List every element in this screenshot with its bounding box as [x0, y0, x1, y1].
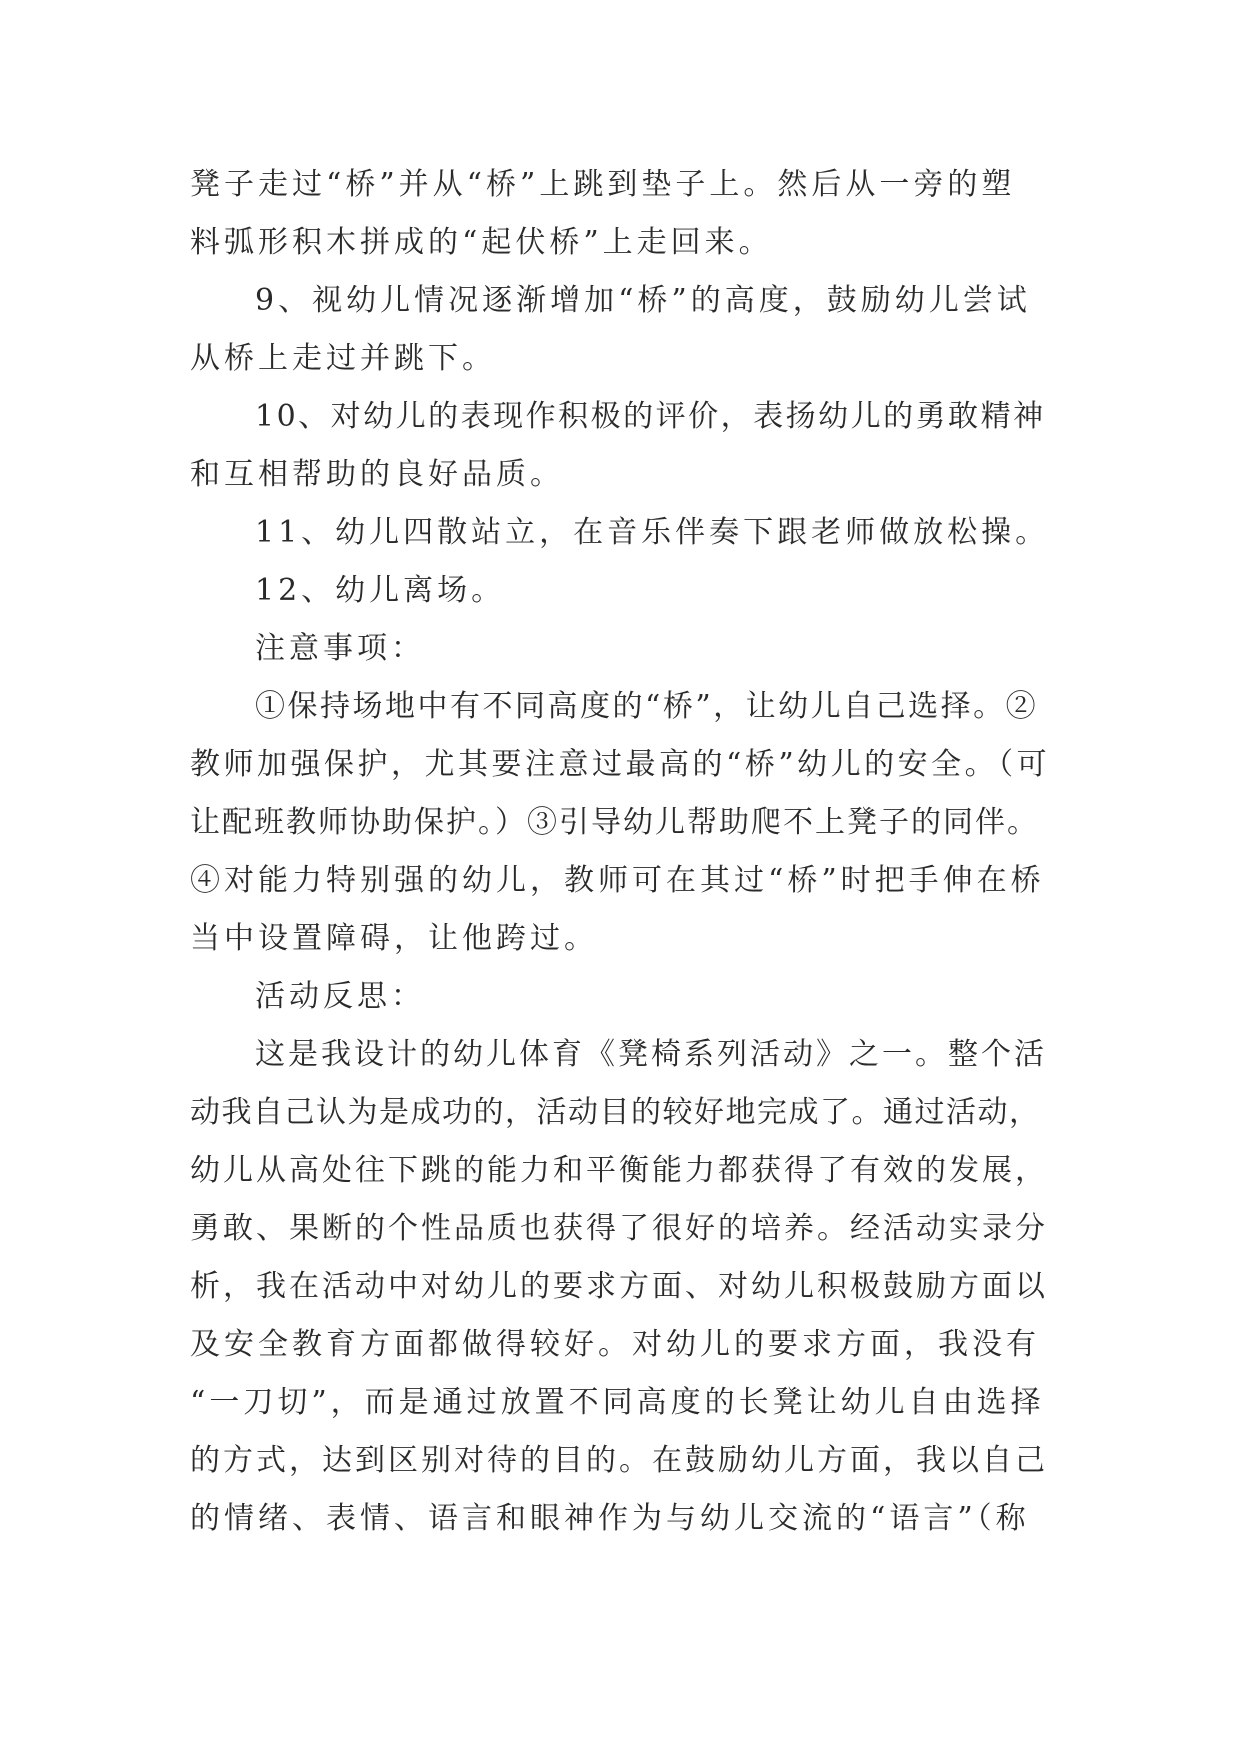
text-line: 从桥上走过并跳下。 — [190, 341, 496, 376]
text-line: 析，我在活动中对幼儿的要求方面、对幼儿积极鼓励方面以 — [190, 1269, 1048, 1304]
text-line: 让配班教师协助保护。）③引导幼儿帮助爬不上凳子的同伴。 — [190, 805, 1039, 840]
text-line: 9、视幼儿情况逐渐增加“桥”的高度，鼓励幼儿尝试 — [255, 283, 1031, 318]
text-line: 教师加强保护，尤其要注意过最高的“桥”幼儿的安全。（可 — [190, 747, 1051, 782]
text-line: 幼儿从高处往下跳的能力和平衡能力都获得了有效的发展， — [190, 1153, 1048, 1188]
text-line: 的情绪、表情、语言和眼神作为与幼儿交流的“语言”（称 — [190, 1501, 1030, 1536]
text-line: 10、对幼儿的表现作积极的评价，表扬幼儿的勇敢精神 — [255, 399, 1046, 434]
text-line: 动我自己认为是成功的，活动目的较好地完成了。通过活动， — [190, 1095, 1041, 1130]
section-heading: 活动反思： — [255, 979, 425, 1014]
text-line: 及安全教育方面都做得较好。对幼儿的要求方面，我没有 — [190, 1327, 1040, 1362]
text-line: 勇敢、果断的个性品质也获得了很好的培养。经活动实录分 — [190, 1211, 1048, 1246]
text-line: “一刀切”，而是通过放置不同高度的长凳让幼儿自由选择 — [190, 1385, 1045, 1420]
text-line: 12、幼儿离场。 — [255, 573, 506, 608]
text-line: 这是我设计的幼儿体育《凳椅系列活动》之一。整个活 — [255, 1037, 1047, 1072]
section-heading: 注意事项： — [255, 631, 425, 666]
text-line: 的方式，达到区别对待的目的。在鼓励幼儿方面，我以自己 — [190, 1443, 1048, 1478]
text-line: 11、幼儿四散站立，在音乐伴奏下跟老师做放松操。 — [255, 515, 1050, 550]
text-line: ①保持场地中有不同高度的“桥”，让幼儿自己选择。② — [255, 689, 1039, 724]
text-line: 料弧形积木拼成的“起伏桥”上走回来。 — [190, 225, 773, 260]
text-line: 和互相帮助的良好品质。 — [190, 457, 564, 492]
text-line: ④对能力特别强的幼儿，教师可在其过“桥”时把手伸在桥 — [190, 863, 1045, 898]
text-line: 当中设置障碍，让他跨过。 — [190, 921, 598, 956]
text-line: 凳子走过“桥”并从“桥”上跳到垫子上。然后从一旁的塑 — [190, 167, 1016, 202]
